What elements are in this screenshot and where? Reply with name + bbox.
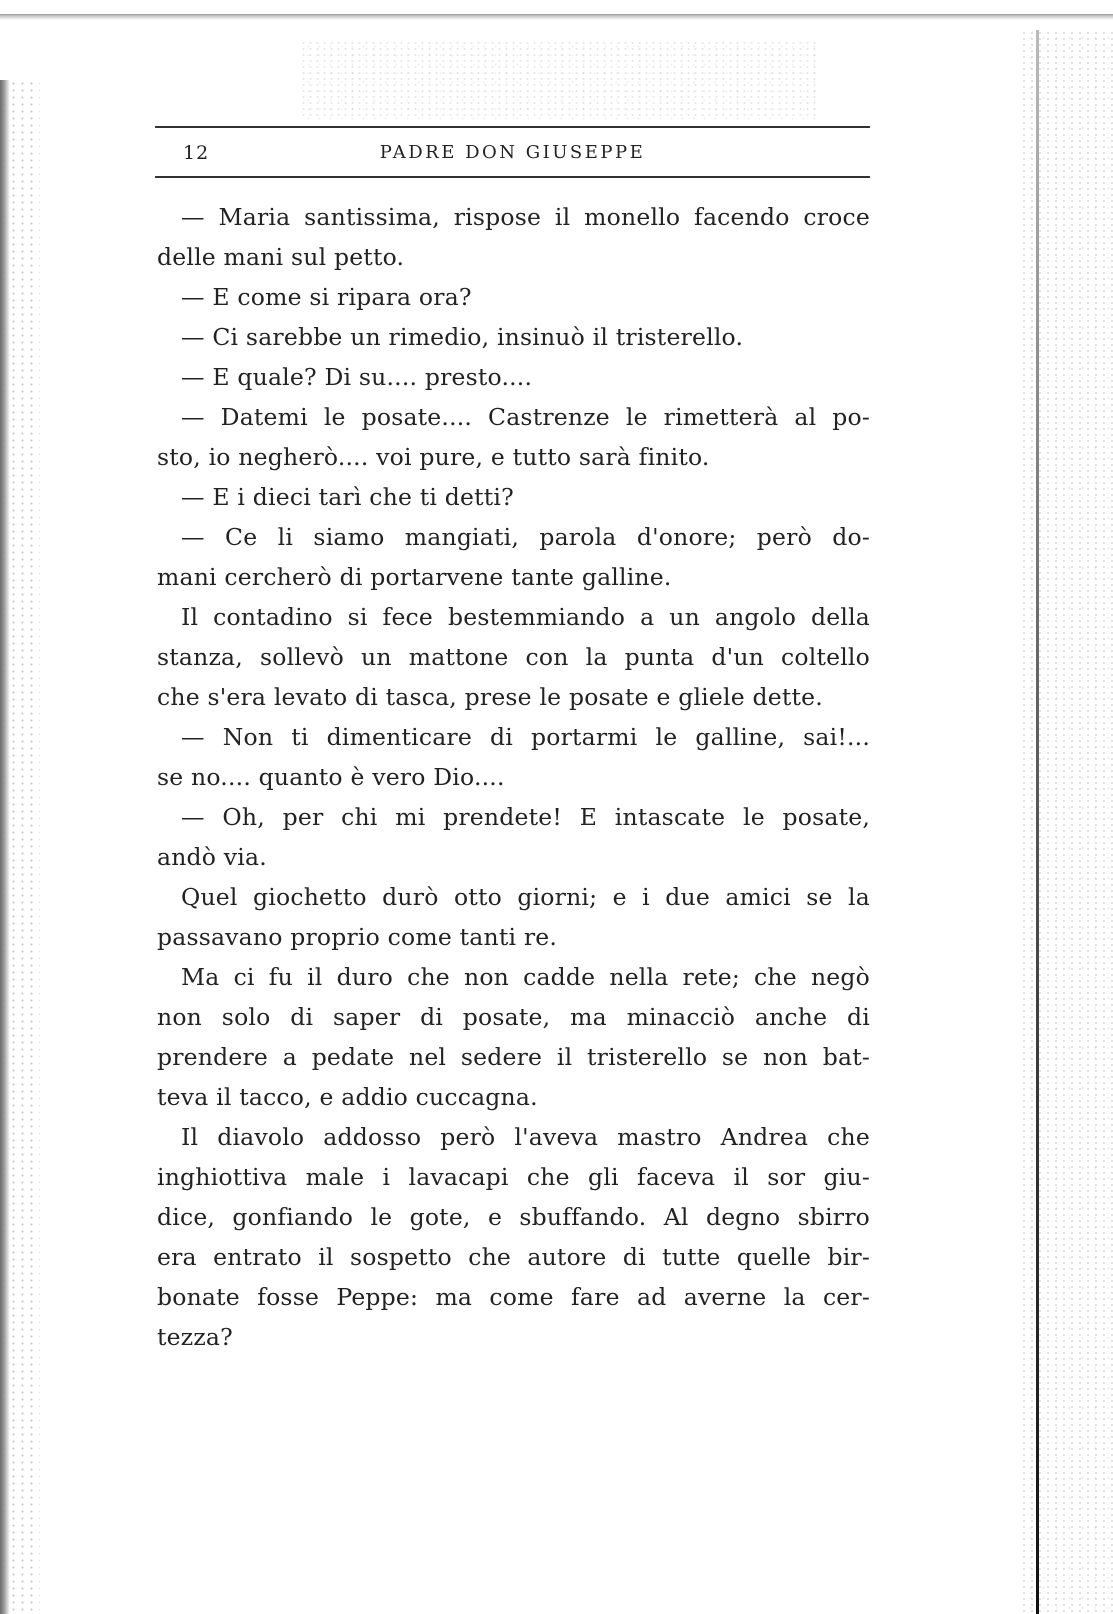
text-line: — E come si ripara ora? [181, 283, 472, 311]
scan-edge-right [1020, 30, 1113, 1614]
text-line: — Oh, per chi mi prendete! E intascate le posate, [181, 803, 870, 831]
text-line: Ma ci fu il duro che non cadde nella rete; che negò [181, 963, 870, 991]
page-number: 12 [183, 142, 210, 164]
scan-noise [300, 40, 820, 120]
text-line: Il contadino si fece bestemmiando a un angolo della [181, 603, 870, 631]
text-line: era entrato il sospetto che autore di tutte quelle bir- [157, 1243, 870, 1271]
text-line: mani cercherò di portarvene tante galline. [157, 563, 672, 591]
text-line: — Maria santissima, rispose il monello facendo croce [181, 203, 870, 231]
text-line: — E quale? Di su.... presto.... [181, 363, 533, 391]
text-line: prendere a pedate nel sedere il tristerello se non bat- [157, 1043, 870, 1071]
text-line: tezza? [157, 1323, 233, 1351]
text-line: dice, gonfiando le gote, e sbuffando. Al degno sbirro [157, 1203, 870, 1231]
text-line: inghiottiva male i lavacapi che gli faceva il sor giu- [157, 1163, 870, 1191]
text-line: — Ce li siamo mangiati, parola d'onore; però do- [181, 523, 870, 551]
running-title: PADRE DON GIUSEPPE [379, 142, 646, 163]
text-line: che s'era levato di tasca, prese le posate e gliele dette. [157, 683, 823, 711]
text-line: — Non ti dimenticare di portarmi le galline, sai!... [181, 723, 870, 751]
header-rule-top [155, 126, 870, 128]
text-line: sto, io negherò.... voi pure, e tutto sarà finito. [157, 443, 710, 471]
text-line: — E i dieci tarì che ti detti? [181, 483, 514, 511]
text-line: delle mani sul petto. [157, 243, 405, 271]
text-line: stanza, sollevò un mattone con la punta d'un coltello [157, 643, 870, 671]
text-line: — Datemi le posate.... Castrenze le rimetterà al po- [181, 403, 870, 431]
text-line: passavano proprio come tanti re. [157, 923, 558, 951]
body-text [157, 197, 870, 1357]
page-fold-shadow [1036, 30, 1039, 1614]
text-line: andò via. [157, 843, 267, 871]
scan-edge-left [0, 80, 40, 1614]
text-line: Il diavolo addosso però l'aveva mastro Andrea che [181, 1123, 870, 1151]
text-line: teva il tacco, e addio cuccagna. [157, 1083, 538, 1111]
header-rule-bottom [155, 176, 870, 178]
text-line: bonate fosse Peppe: ma come fare ad averne la cer- [157, 1283, 870, 1311]
text-line: non solo di saper di posate, ma minacciò anche di [157, 1003, 870, 1031]
text-line: — Ci sarebbe un rimedio, insinuò il tristerello. [181, 323, 744, 351]
running-header [155, 138, 870, 168]
text-line: Quel giochetto durò otto giorni; e i due amici se la [181, 883, 870, 911]
scan-edge-top [0, 14, 1113, 20]
text-line: se no.... quanto è vero Dio.... [157, 763, 505, 791]
